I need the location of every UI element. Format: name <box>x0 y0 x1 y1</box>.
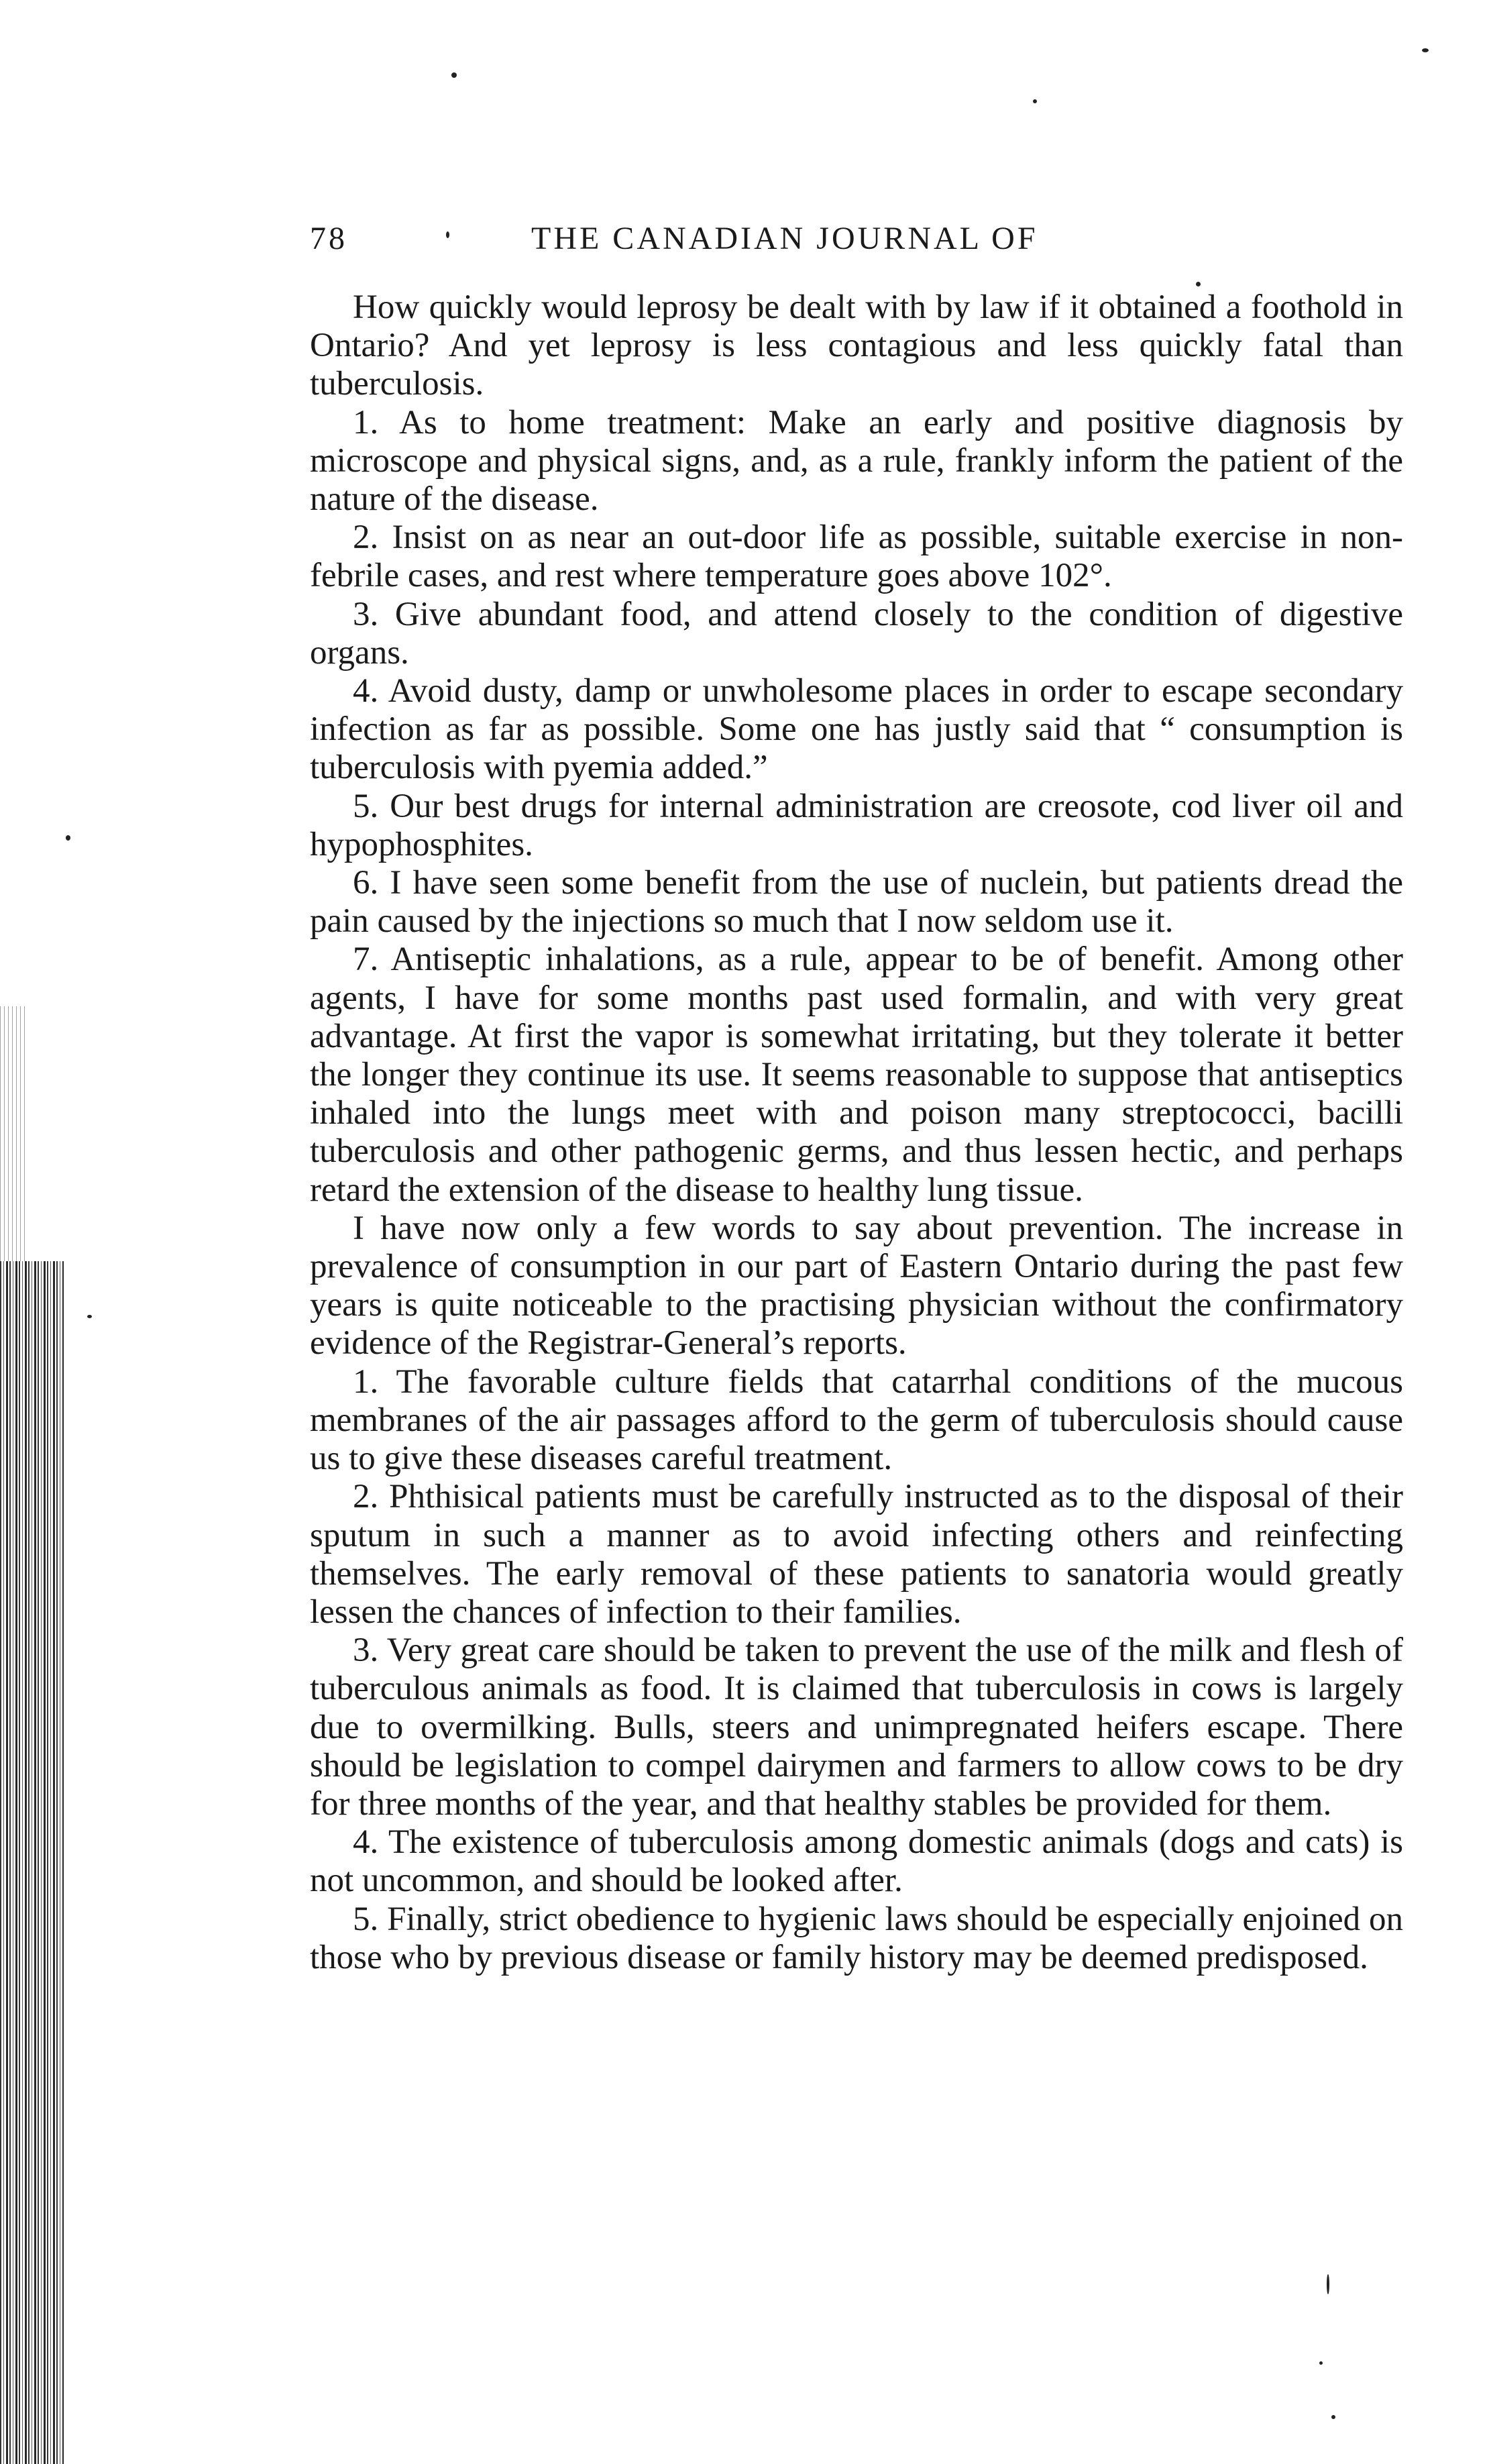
scan-speck <box>1319 2361 1323 2365</box>
scan-speck <box>1331 2415 1335 2419</box>
scan-binding-edge <box>0 1261 64 2464</box>
paragraph-home-treatment-5: 5. Our best drugs for internal administration are creosote, cod liver oil and hypophosphites. <box>310 787 1403 863</box>
paragraph-prevention-1: 1. The favorable culture fields that catarrhal conditions of the mucous membranes of the air passages afford to the germ of tuberculosis should cause us to give these diseases careful treatment. <box>310 1362 1403 1478</box>
paragraph-prevention-4: 4. The existence of tuberculosis among domestic animals (dogs and cats) is not uncommon, and should be looked after. <box>310 1823 1403 1900</box>
scan-speck <box>1327 2274 1329 2294</box>
body-text <box>310 288 1403 1977</box>
page-number: 78 <box>310 221 347 256</box>
scan-speck <box>451 72 457 78</box>
scan-speck <box>66 835 70 841</box>
journal-title: THE CANADIAN JOURNAL OF <box>531 221 1038 256</box>
scan-speck <box>1422 48 1429 52</box>
paragraph-home-treatment-6: 6. I have seen some benefit from the use of nuclein, but patients dread the pain caused by the injections so much that I now seldom use it. <box>310 864 1403 941</box>
scan-binding-shadow <box>0 1006 27 1261</box>
running-head <box>310 220 1410 260</box>
paragraph-prevention-2: 2. Phthisical patients must be carefully instructed as to the disposal of their sputum in such a manner as to avoid infecting others and reinfecting themselves. The early removal of these patients to sanatoria would greatly lessen the chances of infection to their families. <box>310 1478 1403 1631</box>
paragraph-prevention-intro: I have now only a few words to say about prevention. The increase in prevalence of consumption in our part of Eastern Ontario during the past few years is quite noticeable to the practising physician without the confirmatory evidence of the Registrar-General’s reports. <box>310 1209 1403 1362</box>
scan-speck <box>87 1315 92 1318</box>
paragraph-prevention-5: 5. Finally, strict obedience to hygienic laws should be especially enjoined on those who by previous disease or family history may be deemed predisposed. <box>310 1900 1403 1976</box>
paragraph-prevention-3: 3. Very great care should be taken to prevent the use of the milk and flesh of tuberculous animals as food. It is claimed that tuberculosis in cows is largely due to overmilking. Bulls, steers and unimpregnated heifers escape. There should be legislation to compel dairymen and farmers to allow cows to be dry for three months of the year, and that healthy stables be provided for them. <box>310 1631 1403 1823</box>
scan-speck <box>1033 99 1037 103</box>
paragraph-home-treatment-7: 7. Antiseptic inhalations, as a rule, appear to be of benefit. Among other agents, I have for some months past used formalin, and with very great advantage. At first the vapor is somewhat irritating, but they tolerate it better the longer they continue its use. It seems reasonable to suppose that antiseptics inhaled into the lungs meet with and poison many streptococci, bacilli tuberculosis and other pathogenic germs, and thus lessen hectic, and perhaps retard the extension of the disease to healthy lung tissue. <box>310 941 1403 1209</box>
paragraph-home-treatment-2: 2. Insist on as near an out-door life as possible, suitable exercise in non-febrile cases, and rest where temperature goes above 102°. <box>310 519 1403 595</box>
paragraph-home-treatment-3: 3. Give abundant food, and attend closely to the condition of digestive organs. <box>310 595 1403 672</box>
scan-speck <box>1196 282 1201 286</box>
paragraph-home-treatment-1: 1. As to home treatment: Make an early and positive diagnosis by microscope and physical signs, and, as a rule, frankly inform the patient of the nature of the disease. <box>310 403 1403 519</box>
paragraph-home-treatment-4: 4. Avoid dusty, damp or unwholesome places in order to escape secondary infection as far as possible. Some one has justly said that “ consumption is tuberculosis with pyemia added.” <box>310 672 1403 787</box>
paragraph-leprosy-comparison: How quickly would leprosy be dealt with by law if it obtained a foothold in Ontario? And yet leprosy is less contagious and less quickly fatal than tuberculosis. <box>310 288 1403 403</box>
